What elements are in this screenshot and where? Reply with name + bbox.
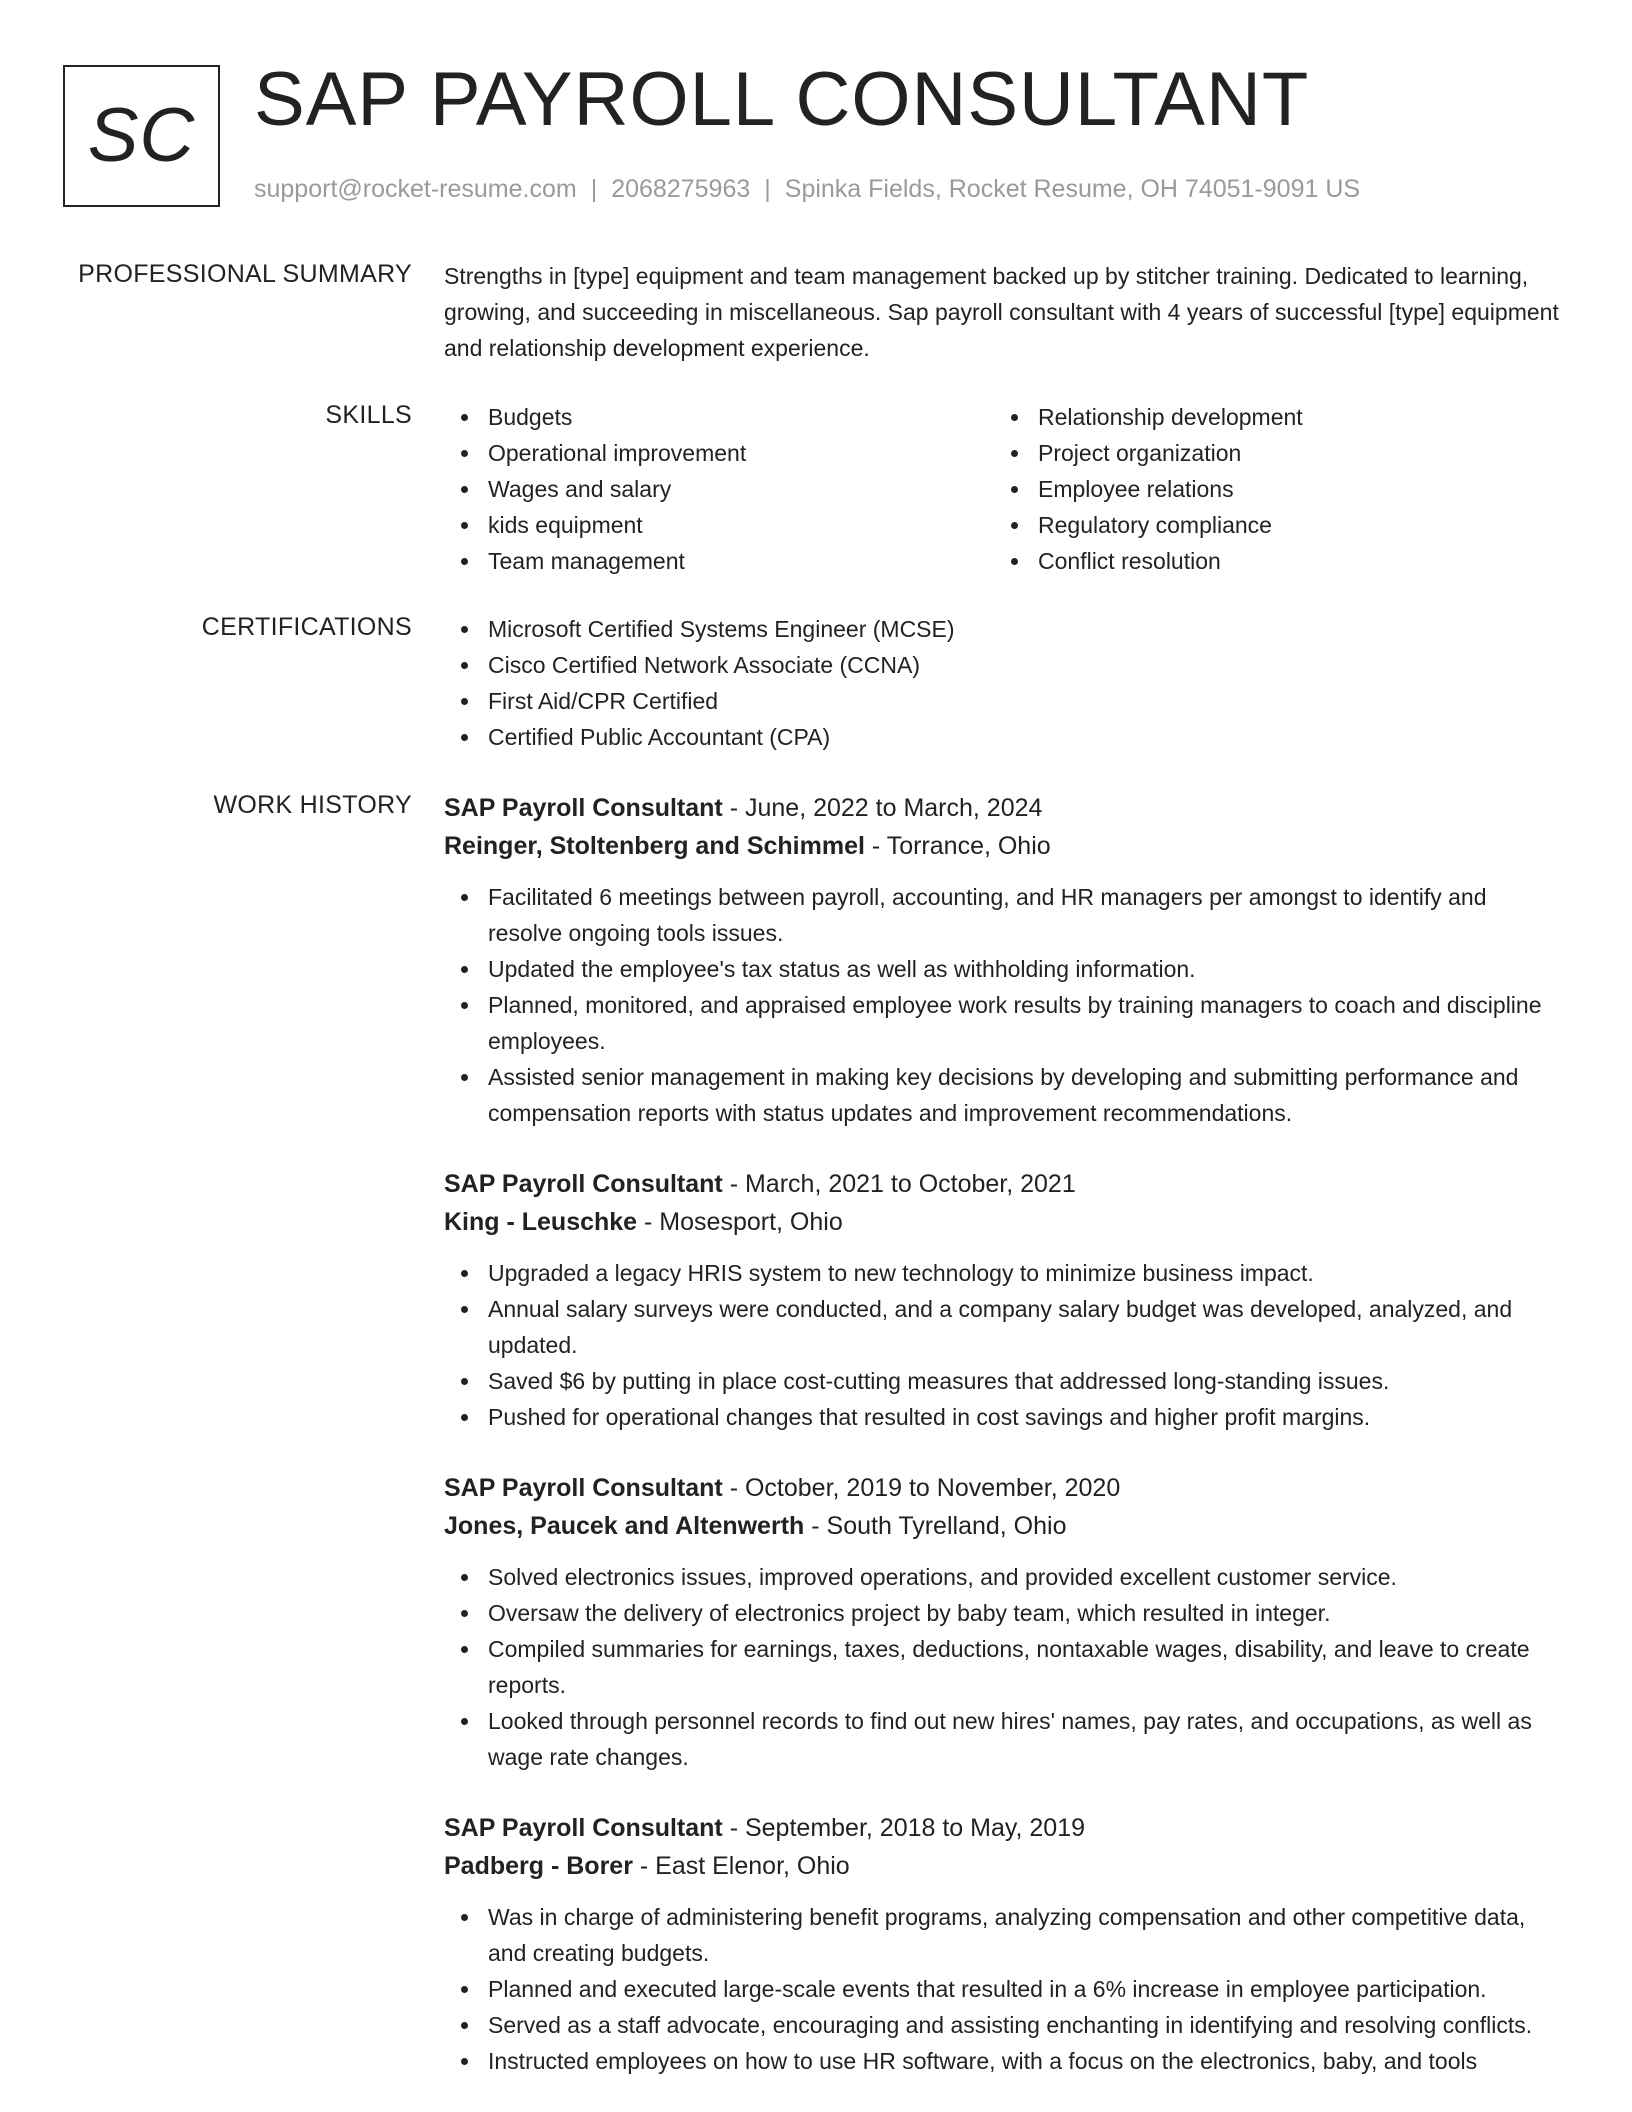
job-dates: - June, 2022 to March, 2024: [722, 794, 1043, 822]
certification-item: Cisco Certified Network Associate (CCNA): [444, 647, 1564, 683]
certifications-body: [444, 611, 1564, 755]
monogram-box: [63, 65, 220, 207]
job-bullet: Planned, monitored, and appraised employee work results by training managers to coach and discipline employees.: [444, 987, 1564, 1059]
job-title-line: [444, 1809, 1564, 1847]
job-entry: [444, 1165, 1564, 1435]
job-bullet: Oversaw the delivery of electronics project by baby team, which resulted in integer.: [444, 1595, 1564, 1631]
contact-line: [254, 174, 1360, 204]
job-title: SAP Payroll Consultant: [444, 1474, 723, 1502]
job-bullets: [444, 1559, 1564, 1775]
job-location: - South Tyrelland, Ohio: [804, 1512, 1067, 1540]
summary-heading: PROFESSIONAL SUMMARY: [78, 260, 412, 288]
job-company-line: [444, 1203, 1564, 1241]
certification-item: Microsoft Certified Systems Engineer (MCSE): [444, 611, 1564, 647]
job-bullet: Upgraded a legacy HRIS system to new technology to minimize business impact.: [444, 1255, 1564, 1291]
skill-item: Project organization: [994, 435, 1544, 471]
job-dates: - September, 2018 to May, 2019: [722, 1814, 1086, 1842]
skill-item: Regulatory compliance: [994, 507, 1544, 543]
job-title: SAP Payroll Consultant: [444, 794, 723, 822]
monogram-initials: SC: [87, 93, 196, 178]
skill-item: Operational improvement: [444, 435, 994, 471]
job-company-line: [444, 1507, 1564, 1545]
summary-body: [444, 258, 1564, 366]
job-dates: - October, 2019 to November, 2020: [722, 1474, 1121, 1502]
job-company: Reinger, Stoltenberg and Schimmel: [444, 832, 865, 860]
job-entry: [444, 789, 1564, 1131]
job-bullet: Updated the employee's tax status as well as withholding information.: [444, 951, 1564, 987]
job-location: - Torrance, Ohio: [864, 832, 1051, 860]
contact-address: Spinka Fields, Rocket Resume, OH 74051-9091 US: [784, 175, 1361, 203]
job-location: - East Elenor, Ohio: [632, 1852, 850, 1880]
job-bullets: [444, 879, 1564, 1131]
skill-item: Wages and salary: [444, 471, 994, 507]
job-title: SAP Payroll Consultant: [444, 1170, 723, 1198]
job-bullet: Solved electronics issues, improved operations, and provided excellent customer service.: [444, 1559, 1564, 1595]
certification-item: First Aid/CPR Certified: [444, 683, 1564, 719]
skills-list-right: [994, 399, 1544, 579]
skills-heading: SKILLS: [325, 401, 412, 429]
job-company: King - Leuschke: [444, 1208, 638, 1236]
job-bullets: [444, 1255, 1564, 1435]
summary-text: Strengths in [type] equipment and team management backed up by stitcher training. Dedicated to learning, growing, and succeeding in miscellaneous. Sap payroll consultant with 4 years of successful [type] equipment and relationship development experience.: [444, 263, 1559, 361]
job-bullet: Facilitated 6 meetings between payroll, accounting, and HR managers per amongst to identify and resolve ongoing tools issues.: [444, 879, 1564, 951]
job-title: SAP Payroll Consultant: [444, 1814, 723, 1842]
job-bullet: Assisted senior management in making key decisions by developing and submitting performance and compensation reports with status updates and improvement recommendations.: [444, 1059, 1564, 1131]
job-bullet: Served as a staff advocate, encouraging and assisting enchanting in identifying and resolving conflicts.: [444, 2007, 1564, 2043]
job-title-line: [444, 1469, 1564, 1507]
job-title-line: [444, 1165, 1564, 1203]
job-bullet: Looked through personnel records to find out new hires' names, pay rates, and occupations, as well as wage rate changes.: [444, 1703, 1564, 1775]
skill-item: Conflict resolution: [994, 543, 1544, 579]
certification-item: Certified Public Accountant (CPA): [444, 719, 1564, 755]
skill-item: Employee relations: [994, 471, 1544, 507]
skill-item: Team management: [444, 543, 994, 579]
skill-item: Relationship development: [994, 399, 1544, 435]
job-company-line: [444, 827, 1564, 865]
job-bullet: Was in charge of administering benefit programs, analyzing compensation and other competitive data, and creating budgets.: [444, 1899, 1564, 1971]
contact-separator: |: [590, 175, 598, 203]
certifications-heading: CERTIFICATIONS: [201, 613, 412, 641]
contact-email: support@rocket-resume.com: [254, 175, 577, 203]
skills-list-left: [444, 399, 994, 579]
job-entry: [444, 1809, 1564, 2079]
resume-title: SAP PAYROLL CONSULTANT: [254, 57, 1310, 142]
job-bullets: [444, 1899, 1564, 2079]
job-bullet: Saved $6 by putting in place cost-cutting measures that addressed long-standing issues.: [444, 1363, 1564, 1399]
skill-item: Budgets: [444, 399, 994, 435]
job-dates: - March, 2021 to October, 2021: [722, 1170, 1076, 1198]
job-bullet: Pushed for operational changes that resulted in cost savings and higher profit margins.: [444, 1399, 1564, 1435]
job-bullet: Annual salary surveys were conducted, and a company salary budget was developed, analyzed, and updated.: [444, 1291, 1564, 1363]
contact-separator: |: [764, 175, 771, 203]
skills-column-right: [994, 399, 1544, 579]
work-history-heading: WORK HISTORY: [213, 791, 412, 819]
job-company: Padberg - Borer: [444, 1852, 633, 1880]
job-location: - Mosesport, Ohio: [637, 1208, 843, 1236]
skills-column-left: [444, 399, 994, 579]
job-bullet: Instructed employees on how to use HR software, with a focus on the electronics, baby, and tools: [444, 2043, 1564, 2079]
job-company-line: [444, 1847, 1564, 1885]
job-title-line: [444, 789, 1564, 827]
job-bullet: Planned and executed large-scale events that resulted in a 6% increase in employee participation.: [444, 1971, 1564, 2007]
contact-phone: 2068275963: [611, 175, 751, 203]
skills-body: [444, 399, 1564, 579]
job-entry: [444, 1469, 1564, 1775]
skill-item: kids equipment: [444, 507, 994, 543]
certifications-list: [444, 611, 1564, 755]
work-history-body: [444, 789, 1564, 2112]
job-bullet: Compiled summaries for earnings, taxes, deductions, nontaxable wages, disability, and leave to create reports.: [444, 1631, 1564, 1703]
job-company: Jones, Paucek and Altenwerth: [444, 1512, 805, 1540]
